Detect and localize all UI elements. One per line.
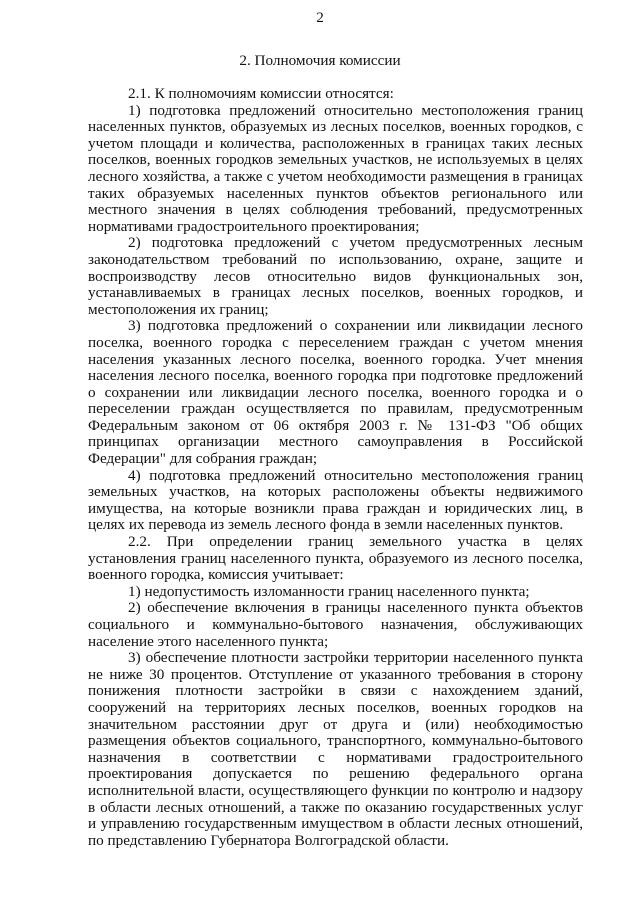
paragraph-2-2-item-3: 3) обеспечение плотности застройки территории населенного пункта не ниже 30 процентов. Отступление от указанного требования в сторону понижения плотности застройки в связи с нахождением зданий, сооружений на территориях лесных поселков, военных городков на значительном расстоянии друг от друга и (или) необходимостью размещения объектов социального, транспортного, коммунально-бытового назначения в соответствии с нормативами градостроительного проектирования допускается по решению федерального органа исполнительной власти, осуществляющего функции по контролю и надзору в области лесных отношений, а также по оказанию государственных услуг и управлению государственным имуществом в области лесных отношений, по представлению Губернатора Волгоградской области.	[88, 649, 583, 849]
paragraph-item-3: 3) подготовка предложений о сохранении или ликвидации лесного поселка, военного городка с переселением граждан с учетом мнения населения указанных лесного поселка, военного городка. Учет мнения населения лесного поселка, военного городка при подготовке предложений о сохранении или ликвидации лесного поселка, военного городка и о переселении граждан осуществляется по правилам, предусмотренным Федеральным законом от 06 октября 2003 г. № 131-ФЗ "Об общих принципах организации местного самоуправления в Российской Федерации" для собрания граждан;	[88, 317, 583, 468]
paragraph-item-4: 4) подготовка предложений относительно местоположения границ земельных участков, на которых расположены объекты недвижимого имущества, на которые возникли права граждан и юридических лиц, в целях их перевода из земель лесного фонда в земли населенных пунктов.	[88, 466, 583, 534]
paragraph-item-1: 1) подготовка предложений относительно местоположения границ населенных пунктов, образуемых из лесных поселков, военных городков, с учетом площади и количества, расположенных в границах таких лесных поселков, военных городков земельных участков, не используемых в целях лесного хозяйства, а также с учетом необходимости размещения в границах таких образуемых населенных пунктов объектов регионального или местного значения в целях соблюдения требований, предусмотренных нормативами градостроительного проектирования;	[88, 101, 583, 235]
document-body	[88, 86, 583, 849]
paragraph-2-2: 2.2. При определении границ земельного участка в целях установления границ населенного пункта, образуемого из лесного поселка, военного городка, комиссия учитывает:	[88, 533, 583, 584]
paragraph-2-1: 2.1. К полномочиям комиссии относятся:	[128, 85, 394, 102]
paragraph-item-2: 2) подготовка предложений с учетом предусмотренных лесным законодательством требований по использованию, охране, защите и воспроизводству лесов относительно видов функциональных зон, устанавливаемых в границах лесных поселков, военных городков, и местоположения их границ;	[88, 234, 583, 318]
paragraph-2-2-item-1: 1) недопустимость изломанности границ населенного пункта;	[128, 582, 530, 600]
section-title: 2. Полномочия комиссии	[239, 52, 401, 69]
page-number: 2	[316, 9, 324, 26]
paragraph-2-2-item-2: 2) обеспечение включения в границы населенного пункта объектов социального и коммунально-бытового назначения, обслуживающих население этого населенного пункта;	[88, 599, 583, 650]
